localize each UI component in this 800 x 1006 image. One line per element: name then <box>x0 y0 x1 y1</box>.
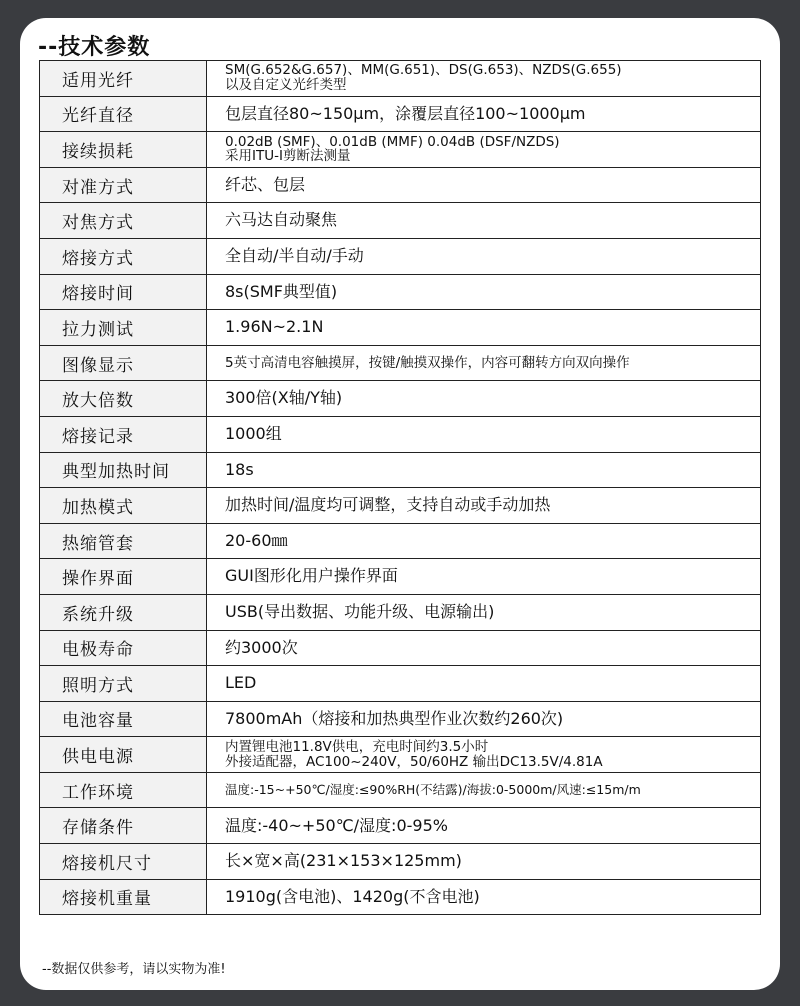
spec-value-line: 5英寸高清电容触摸屏，按键/触摸双操作，内容可翻转方向双向操作 <box>225 354 630 371</box>
table-row <box>40 416 761 452</box>
spec-label: 照明方式 <box>40 666 207 702</box>
spec-value <box>207 488 761 524</box>
spec-label: 存储条件 <box>40 808 207 844</box>
spec-label: 拉力测试 <box>40 310 207 346</box>
spec-value <box>207 452 761 488</box>
spec-label: 热缩管套 <box>40 523 207 559</box>
spec-label: 系统升级 <box>40 594 207 630</box>
spec-value <box>207 737 761 773</box>
spec-label: 熔接时间 <box>40 274 207 310</box>
spec-label: 加热模式 <box>40 488 207 524</box>
spec-value <box>207 381 761 417</box>
spec-value <box>207 523 761 559</box>
table-row <box>40 737 761 773</box>
spec-label: 适用光纤 <box>40 61 207 97</box>
table-row <box>40 310 761 346</box>
spec-value <box>207 310 761 346</box>
spec-label: 操作界面 <box>40 559 207 595</box>
table-row <box>40 488 761 524</box>
spec-value <box>207 630 761 666</box>
spec-label: 熔接方式 <box>40 238 207 274</box>
spec-value-line: 六马达自动聚焦 <box>225 210 338 230</box>
table-row <box>40 381 761 417</box>
spec-value-line: SM(G.652&G.657)、MM(G.651)、DS(G.653)、NZDS(G.655) <box>225 62 622 79</box>
spec-value-line: 全自动/半自动/手动 <box>225 246 364 266</box>
section-title: --技术参数 <box>38 35 151 60</box>
footnote: --数据仅供参考，请以实物为准! <box>42 962 226 977</box>
table-row <box>40 452 761 488</box>
table-row <box>40 559 761 595</box>
spec-value <box>207 844 761 880</box>
spec-value <box>207 701 761 737</box>
spec-value-line: 加热时间/温度均可调整，支持自动或手动加热 <box>225 495 551 515</box>
spec-value <box>207 416 761 452</box>
spec-value <box>207 274 761 310</box>
spec-value-line: 采用ITU-I剪断法测量 <box>225 148 351 165</box>
spec-table <box>39 60 761 915</box>
spec-value-line: 0.02dB (SMF)、0.01dB (MMF) 0.04dB (DSF/NZDS) <box>225 133 560 150</box>
spec-label: 图像显示 <box>40 345 207 381</box>
spec-label: 电池容量 <box>40 701 207 737</box>
spec-value <box>207 96 761 132</box>
spec-value-line: 1910g(含电池)、1420g(不含电池) <box>225 886 480 906</box>
table-row <box>40 808 761 844</box>
spec-value-line: 300倍(X轴/Y轴) <box>225 388 343 408</box>
table-row <box>40 666 761 702</box>
spec-value <box>207 61 761 97</box>
spec-value-line: LED <box>225 673 257 693</box>
spec-label: 接续损耗 <box>40 132 207 168</box>
spec-value-line: USB(导出数据、功能升级、电源输出) <box>225 602 495 621</box>
spec-card <box>20 18 780 990</box>
table-row <box>40 96 761 132</box>
spec-value <box>207 238 761 274</box>
spec-value <box>207 559 761 595</box>
spec-value-line: 约3000次 <box>225 637 298 657</box>
spec-value <box>207 203 761 239</box>
spec-value-line: 8s(SMF典型值) <box>225 281 338 301</box>
spec-label: 光纤直径 <box>40 96 207 132</box>
spec-label: 熔接机重量 <box>40 879 207 915</box>
table-row <box>40 630 761 666</box>
spec-value <box>207 594 761 630</box>
table-row <box>40 701 761 737</box>
spec-value <box>207 879 761 915</box>
spec-value <box>207 167 761 203</box>
spec-value-line: 长×宽×高(231×153×125mm) <box>225 851 462 871</box>
table-row <box>40 61 761 97</box>
spec-value-line: 1.96N~2.1N <box>225 317 324 337</box>
spec-value-line: 包层直径80~150μm，涂覆层直径100~1000μm <box>225 103 586 123</box>
spec-value <box>207 345 761 381</box>
table-row <box>40 167 761 203</box>
spec-value-line: 20-60㎜ <box>225 530 288 550</box>
spec-label: 工作环境 <box>40 772 207 808</box>
table-row <box>40 772 761 808</box>
spec-value-line: 1000组 <box>225 424 282 444</box>
table-row <box>40 523 761 559</box>
table-row <box>40 879 761 915</box>
spec-label: 典型加热时间 <box>40 452 207 488</box>
spec-label: 熔接机尺寸 <box>40 844 207 880</box>
spec-label: 放大倍数 <box>40 381 207 417</box>
spec-value-line: 以及自定义光纤类型 <box>225 77 347 94</box>
spec-value-line: 纤芯、包层 <box>225 174 306 194</box>
spec-value-line: 7800mAh（熔接和加热典型作业次数约260次) <box>225 708 564 728</box>
spec-value-line: 内置锂电池11.8V供电，充电时间约3.5小时 <box>225 738 489 755</box>
spec-value <box>207 132 761 168</box>
table-row <box>40 844 761 880</box>
spec-label: 供电电源 <box>40 737 207 773</box>
table-row <box>40 238 761 274</box>
spec-label: 熔接记录 <box>40 416 207 452</box>
table-row <box>40 203 761 239</box>
spec-value-line: 温度:-40~+50℃/湿度:0-95% <box>225 815 448 835</box>
spec-value <box>207 666 761 702</box>
spec-value-line: 18s <box>225 459 254 479</box>
table-row <box>40 345 761 381</box>
spec-label: 电极寿命 <box>40 630 207 666</box>
table-row <box>40 274 761 310</box>
table-row <box>40 132 761 168</box>
spec-value <box>207 808 761 844</box>
spec-label: 对焦方式 <box>40 203 207 239</box>
table-row <box>40 594 761 630</box>
spec-value <box>207 772 761 808</box>
spec-value-line: 外接适配器，AC100~240V，50/60HZ 输出DC13.5V/4.81A <box>225 753 603 770</box>
spec-value-line: 温度:-15~+50℃/湿度:≤90%RH(不结露)/海拔:0-5000m/风速:≤15m/m <box>225 781 641 797</box>
spec-label: 对准方式 <box>40 167 207 203</box>
spec-value-line: GUI图形化用户操作界面 <box>225 566 398 586</box>
